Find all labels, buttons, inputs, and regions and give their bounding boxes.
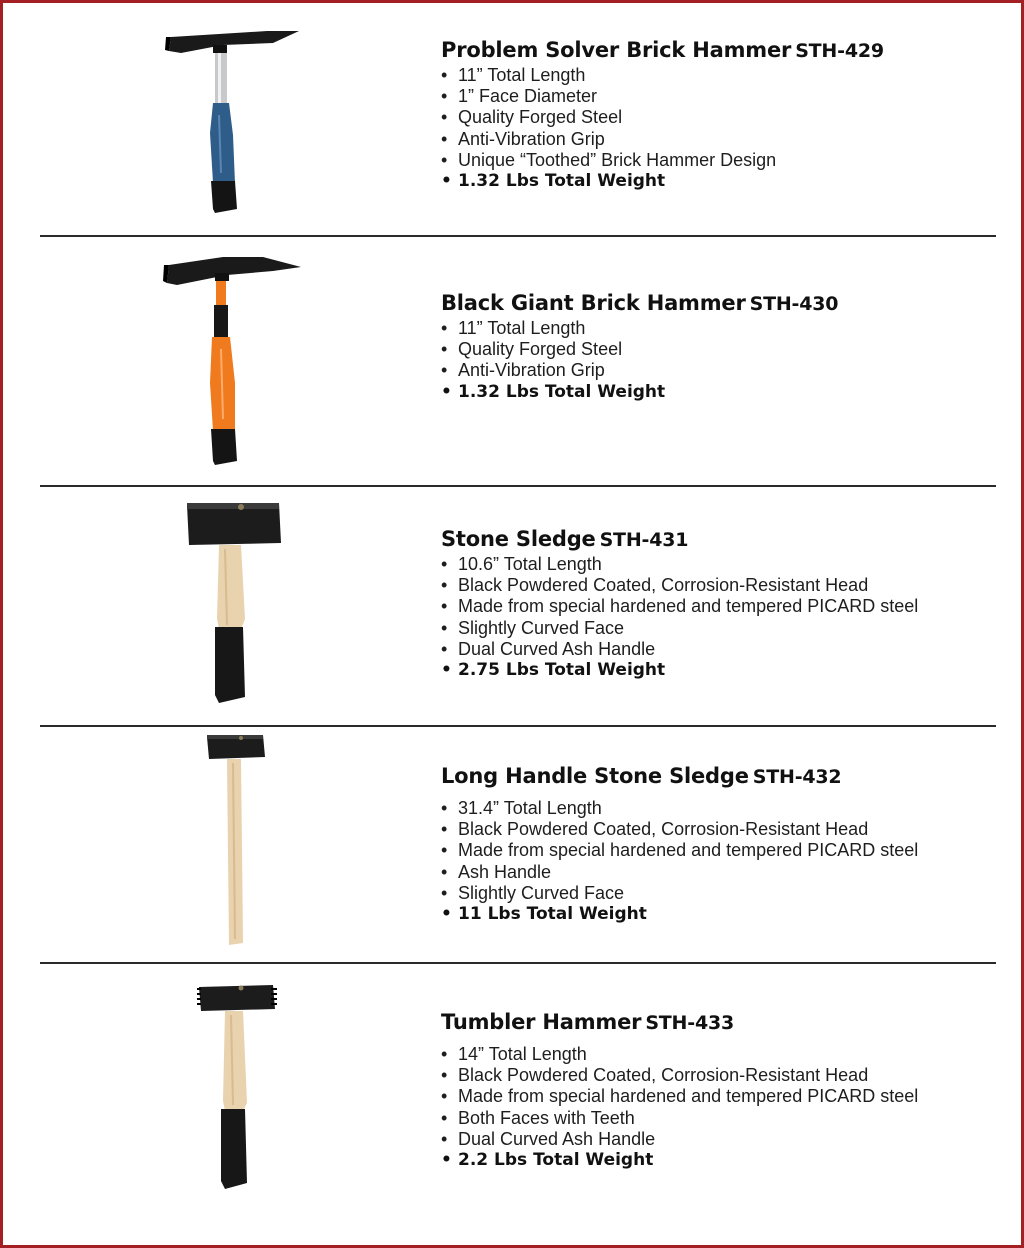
- product-info: [441, 763, 1011, 925]
- weight-item: • 1.32 Lbs Total Weight: [441, 171, 666, 192]
- feature-item: • Slightly Curved Face: [441, 617, 625, 638]
- feature-item: • 31.4” Total Length: [441, 798, 602, 818]
- product-info: [441, 37, 1011, 192]
- feature-list: [441, 554, 1011, 681]
- feature-item: • 1” Face Diameter: [441, 86, 598, 107]
- long-handle-sledge-icon: [203, 733, 273, 953]
- weight-item: • 2.75 Lbs Total Weight: [441, 660, 666, 681]
- product-title: Problem Solver Brick Hammer STH-429: [441, 38, 884, 62]
- product-title: Stone Sledge STH-431: [441, 527, 689, 551]
- weight-item: • 2.2 Lbs Total Weight: [441, 1150, 654, 1171]
- feature-item: • Unique “Toothed” Brick Hammer Design: [441, 149, 777, 170]
- feature-item: • Black Powdered Coated, Corrosion-Resistant Head: [441, 819, 869, 840]
- feature-list: [441, 1044, 1011, 1171]
- feature-item: • Black Powdered Coated, Corrosion-Resistant Head: [441, 1065, 869, 1086]
- weight-item: • 11 Lbs Total Weight: [441, 904, 647, 925]
- feature-item: • Dual Curved Ash Handle: [441, 638, 656, 659]
- feature-item: • Anti-Vibration Grip: [441, 360, 605, 381]
- section-divider: [40, 235, 996, 237]
- feature-list: [441, 798, 1011, 925]
- product-title: Long Handle Stone Sledge STH-432: [441, 764, 842, 788]
- section-divider: [40, 485, 996, 487]
- weight-item: • 1.32 Lbs Total Weight: [441, 381, 666, 402]
- feature-list: [441, 65, 1011, 192]
- feature-item: • 11” Total Length: [441, 318, 586, 338]
- feature-item: • Ash Handle: [441, 861, 552, 882]
- feature-list: [441, 318, 1011, 403]
- feature-item: • 14” Total Length: [441, 1044, 587, 1064]
- product-code: STH-430: [749, 293, 839, 315]
- feature-item: • Quality Forged Steel: [441, 107, 623, 128]
- feature-item: • Anti-Vibration Grip: [441, 128, 605, 149]
- tumbler-hammer-icon: [193, 981, 283, 1196]
- feature-item: • 10.6” Total Length: [441, 554, 602, 574]
- product-code: STH-429: [795, 40, 884, 62]
- feature-item: • Dual Curved Ash Handle: [441, 1128, 656, 1149]
- product-info: [441, 1009, 1011, 1171]
- section-divider: [40, 962, 996, 964]
- feature-item: • Both Faces with Teeth: [441, 1107, 635, 1128]
- product-title: Tumbler Hammer STH-433: [441, 1010, 735, 1034]
- feature-item: • Made from special hardened and tempered PICARD steel: [441, 1086, 919, 1107]
- product-info: [441, 290, 1011, 403]
- brick-hammer-orange-grip-icon: [163, 253, 308, 468]
- product-code: STH-431: [599, 529, 689, 551]
- feature-item: • Slightly Curved Face: [441, 882, 625, 903]
- feature-item: • Quality Forged Steel: [441, 339, 623, 360]
- section-divider: [40, 725, 996, 727]
- product-info: [441, 526, 1011, 681]
- product-code: STH-432: [752, 766, 842, 788]
- product-title: Black Giant Brick Hammer STH-430: [441, 291, 839, 315]
- brick-hammer-blue-grip-icon: [163, 23, 308, 223]
- product-code: STH-433: [645, 1012, 735, 1034]
- feature-item: • Made from special hardened and tempered PICARD steel: [441, 840, 919, 861]
- stone-sledge-icon: [183, 499, 283, 709]
- feature-item: • Black Powdered Coated, Corrosion-Resistant Head: [441, 575, 869, 596]
- feature-item: • Made from special hardened and tempered PICARD steel: [441, 596, 919, 617]
- feature-item: • 11” Total Length: [441, 65, 586, 85]
